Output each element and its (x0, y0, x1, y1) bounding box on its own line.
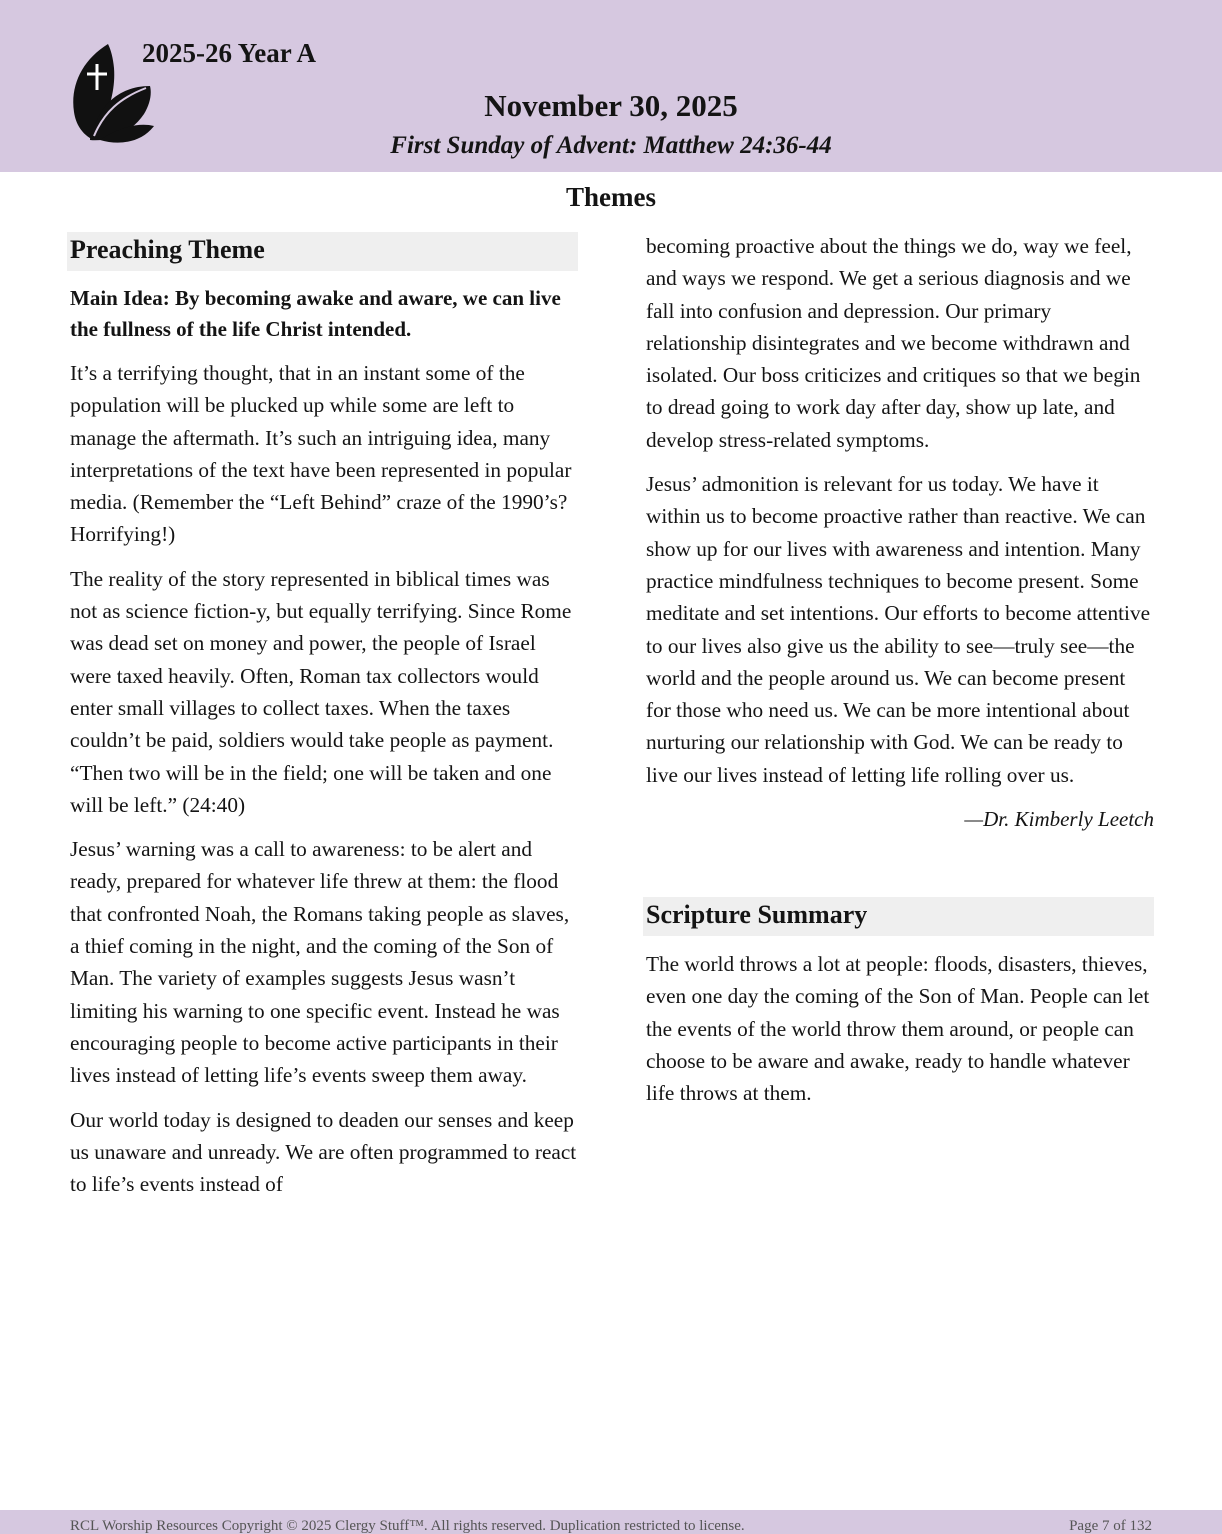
paragraph: The reality of the story represented in biblical times was not as science fiction-y, but equally terrifying. Since Rome was dead set on money and power, the people of Israel were taxed heavily. Often, Roman tax collectors would enter small villages to collect taxes. When the taxes couldn’t be paid, soldiers would take people as payment. “Then two will be in the field; one will be taken and one will be left.” (24:40) (70, 566, 572, 817)
left-column (70, 232, 578, 1212)
paragraph: It’s a terrifying thought, that in an instant some of the population will be plucked up while some are left to manage the aftermath. It’s such an intriguing idea, many interpretations of the text have been represented in popular media. (Remember the “Left Behind” craze of the 1990’s? Horrifying!) (70, 361, 572, 547)
page-subtitle: First Sunday of Advent: Matthew 24:36-44 (390, 132, 832, 159)
scripture-summary-heading: Scripture Summary (643, 897, 1154, 936)
paragraph: Jesus’ admonition is relevant for us today. We have it within us to become proactive rather than reactive. We can show up for our lives with awareness and intention. Many practice mindfulness techniques to become present. Some meditate and set intentions. Our efforts to become attentive to our lives also give us the ability to see—truly see—the world and the people around us. We can become present for those who need us. We can be more intentional about nurturing our relationship with God. We can be ready to live our lives instead of letting life rolling over us. (646, 472, 1151, 787)
page-title: November 30, 2025 (484, 88, 738, 123)
author-signature: —Dr. Kimberly Leetch (964, 807, 1154, 832)
themes-title: Themes (566, 182, 656, 212)
copyright-notice: RCL Worship Resources Copyright © 2025 Clergy Stuff™. All rights reserved. Duplication restricted to license. (70, 1518, 745, 1534)
main-idea: Main Idea: By becoming awake and aware, we can live the fullness of the life Christ intended. (70, 286, 561, 341)
header-band (0, 0, 1222, 172)
paragraph: Our world today is designed to deaden our senses and keep us unaware and unready. We are often programmed to react to life’s events instead of (70, 1107, 577, 1197)
preaching-theme-heading: Preaching Theme (67, 232, 578, 271)
paragraph: Jesus’ warning was a call to awareness: to be alert and ready, prepared for whatever life threw at them: the flood that confronted Noah, the Romans taking people as slaves, a thief coming in the night, and the coming of the Son of Man. The variety of examples suggests Jesus wasn’t limiting his warning to one specific event. Instead he was encouraging people to become active participants in their lives instead of letting life’s events sweep them away. (70, 837, 570, 1088)
page-number: Page 7 of 132 (1069, 1518, 1152, 1534)
footer (0, 1510, 1222, 1534)
year-label: 2025-26 Year A (142, 38, 316, 68)
paragraph: becoming proactive about the things we do, way we feel, and ways we respond. We get a serious diagnosis and we fall into confusion and depression. Our primary relationship disintegrates and we become withdrawn and isolated. Our boss criticizes and critiques so that we begin to dread going to work day after day, show up late, and develop stress-related symptoms. (646, 234, 1141, 452)
right-column (646, 230, 1154, 1122)
scripture-summary-text: The world throws a lot at people: floods, disasters, thieves, even one day the coming of the Son of Man. People can let the events of the world throw them around, or people can choose to be aware and awake, ready to handle whatever life throws at them. (646, 952, 1150, 1106)
